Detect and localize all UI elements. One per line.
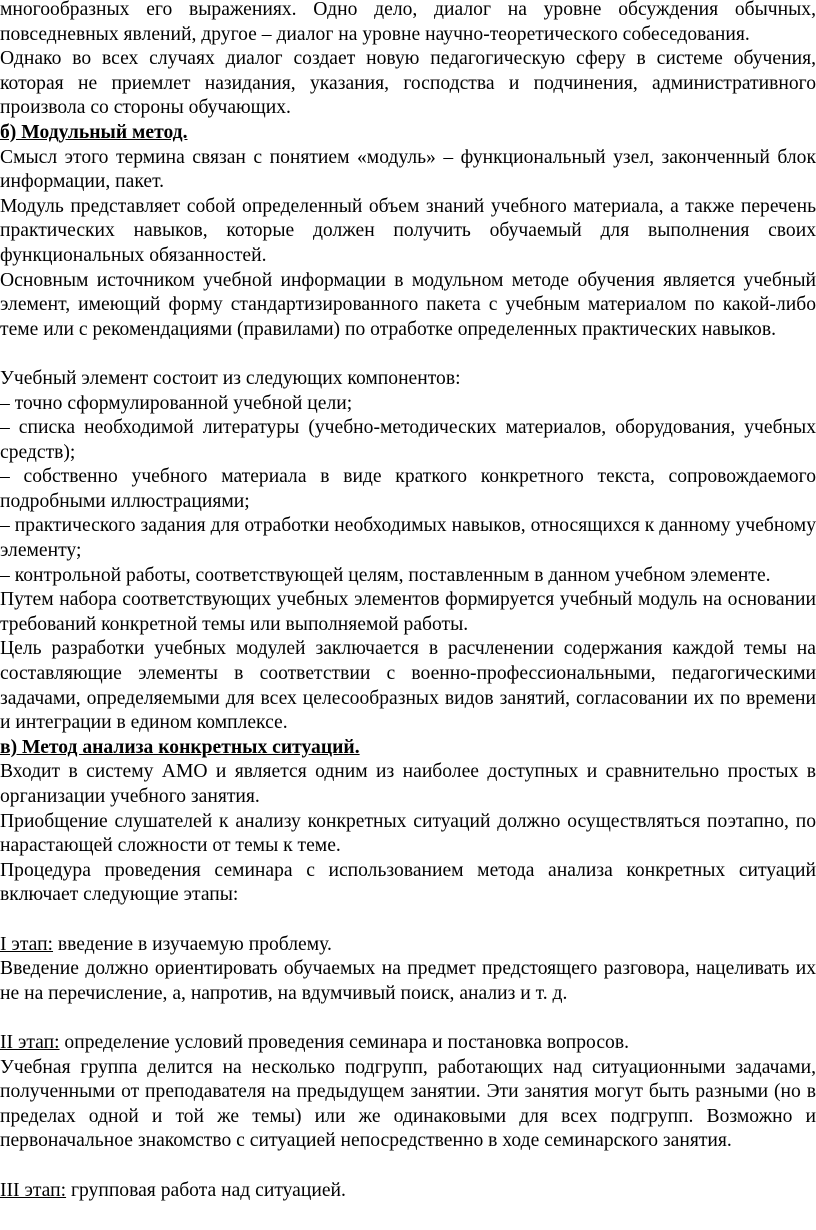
list-item: – собственно учебного материала в виде краткого конкретного текста, сопровождаемого подробными иллюстрациями; xyxy=(0,466,816,512)
stage-label: I этап: xyxy=(0,933,54,955)
paragraph: Входит в систему АМО и является одним из наиболее доступных и сравнительно простых в организации учебного занятия. xyxy=(0,761,816,807)
paragraph: Модуль представляет собой определенный объем знаний учебного материала, а также перечень практических навыков, которые должен получить обучаемый для выполнения своих функциональных обязанностей. xyxy=(0,195,816,266)
paragraph: Основным источником учебной информации в модульном методе обучения является учебный элемент, имеющий форму стандартизированного пакета с учебным материалом по какой-либо теме или с рекомендациями (правилами) по отработке определенных практических навыков. xyxy=(0,269,816,340)
paragraph: Смысл этого термина связан с понятием «модуль» – функциональный узел, законченный блок информации, пакет. xyxy=(0,146,816,193)
paragraph: Процедура проведения семинара с использованием метода анализа конкретных ситуаций включает следующие этапы: xyxy=(0,859,816,906)
paragraph: многообразных его выражениях. Одно дело, диалог на уровне обсуждения обычных, повседневных явлений, другое – диалог на уровне научно-теоретического собеседования. xyxy=(0,0,816,45)
list-item: – практического задания для отработки необходимых навыков, относящихся к данному учебному элементу; xyxy=(0,515,816,562)
stage-line xyxy=(0,1031,816,1056)
paragraph: Введение должно ориентировать обучаемых на предмет предстоящего разговора, нацеливать их не на перечисление, а, напротив, на вдумчивый поиск, анализ и т. д. xyxy=(0,958,816,1004)
list-item: – контрольной работы, соответствующей целям, поставленным в данном учебном элементе. xyxy=(0,564,771,586)
stage-line xyxy=(0,1179,816,1204)
blank-line xyxy=(0,908,816,933)
list-item: – точно сформулированной учебной цели; xyxy=(0,392,353,414)
paragraph: Учебная группа делится на несколько подгрупп, работающих над ситуационными задачами, полученными от преподавателя на предыдущем занятии. Эти занятия могут быть разными (но в пределах одной и той же темы) или же одинаковыми для всех подгрупп. Возможно и первоначальное знакомство с ситуацией непосредственно в ходе семинарского занятия. xyxy=(0,1056,816,1152)
stage-line xyxy=(0,933,816,958)
stage-text: групповая работа над ситуацией. xyxy=(66,1179,346,1201)
stage-label: II этап: xyxy=(0,1031,60,1053)
stage-label: III этап: xyxy=(0,1179,67,1201)
paragraph: Однако во всех случаях диалог создает новую педагогическую сферу в системе обучения, которая не приемлет назидания, указания, господства и подчинения, административного произвола со стороны обучающих. xyxy=(0,48,816,119)
stage-text: введение в изучаемую проблему. xyxy=(53,933,332,955)
paragraph: Цель разработки учебных модулей заключается в расчленении содержания каждой темы на составляющие элементы в соответствии с военно-профессиональными, педагогическими задачами, определяемыми для всех целесообразных видов занятий, согласовании их по времени и интеграции в едином комплексе. xyxy=(0,638,816,734)
blank-line xyxy=(0,1154,816,1179)
paragraph: Приобщение слушателей к анализу конкретных ситуаций должно осуществляться поэтапно, по нарастающей сложности от темы к теме. xyxy=(0,810,816,857)
paragraph: Путем набора соответствующих учебных элементов формируется учебный модуль на основании требований конкретной темы или выполняемой работы. xyxy=(0,589,816,635)
section-heading-modular: б) Модульный метод. xyxy=(0,121,188,143)
blank-line xyxy=(0,342,816,367)
stage-text: определение условий проведения семинара и постановка вопросов. xyxy=(59,1031,629,1053)
list-item: – списка необходимой литературы (учебно-методических материалов, оборудования, учебных средств); xyxy=(0,417,816,463)
paragraph: Учебный элемент состоит из следующих компонентов: xyxy=(0,367,461,389)
section-heading-case-analysis: в) Метод анализа конкретных ситуаций. xyxy=(0,736,360,758)
blank-line xyxy=(0,1006,816,1031)
